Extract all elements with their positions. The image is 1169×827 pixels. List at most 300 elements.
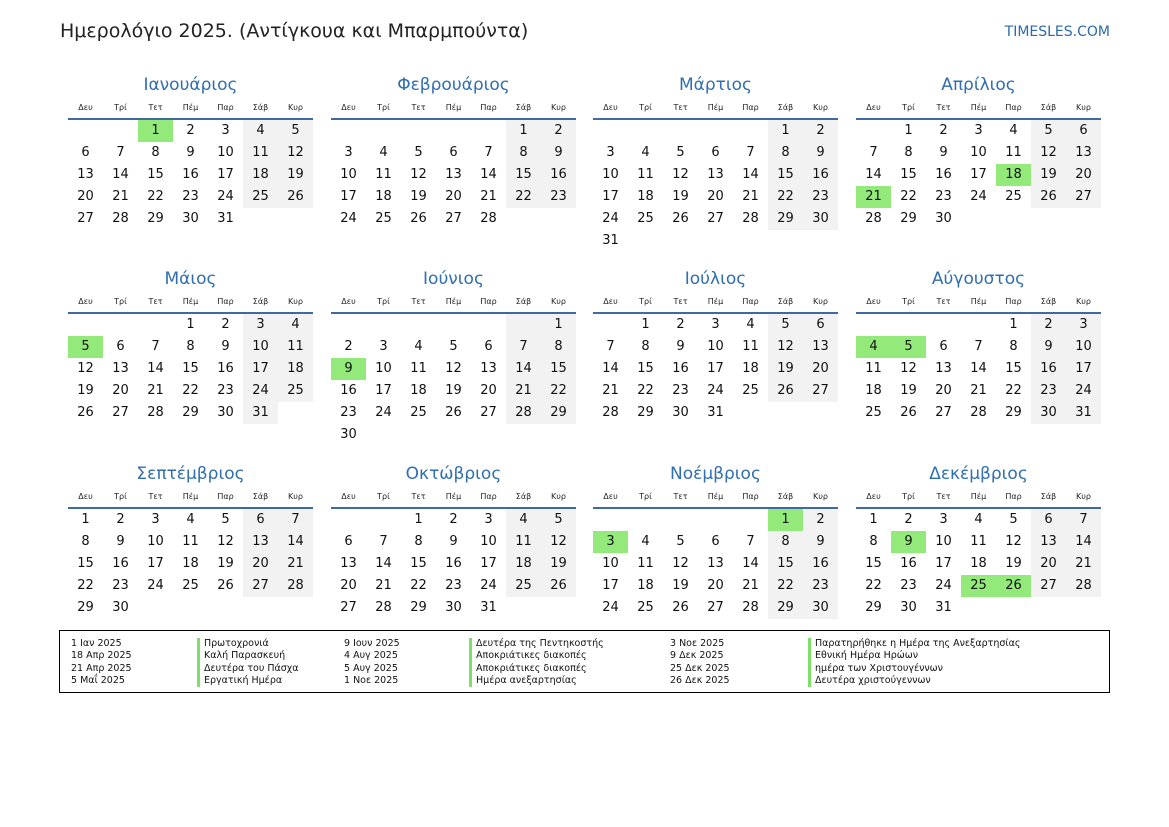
weekday-label: Κυρ	[1076, 103, 1091, 112]
weekday-label: Παρ	[1005, 103, 1022, 112]
month-calendar	[331, 461, 576, 619]
day-cell: 23	[217, 383, 234, 398]
legend-row	[670, 663, 1090, 675]
day-cell: 15	[900, 167, 917, 182]
month-calendar	[593, 72, 838, 252]
day-cell: 8	[186, 339, 195, 354]
days-grid	[593, 509, 838, 619]
day-cell: 7	[606, 339, 615, 354]
day-cell: 10	[147, 534, 164, 549]
day-cell: 18	[865, 383, 882, 398]
weekday-label: Τρί	[639, 103, 652, 112]
day-cell: 14	[112, 167, 129, 182]
site-link[interactable]: TIMESLES.COM	[1004, 24, 1110, 40]
day-cell: 9	[541, 142, 576, 164]
day-cell: 22	[768, 186, 803, 208]
weekday-label: Δευ	[603, 103, 618, 112]
weekday-label: Τρί	[639, 297, 652, 306]
day-cell: 4	[641, 534, 650, 549]
day-cell: 1	[414, 512, 423, 527]
day-cell: 11	[182, 534, 199, 549]
day-cell: 16	[112, 556, 129, 571]
empty-day-cell	[698, 509, 733, 531]
day-cell: 23	[803, 186, 838, 208]
day-cell: 2	[803, 509, 838, 531]
day-cell: 4	[856, 336, 891, 358]
day-cell: 26	[217, 578, 234, 593]
holiday-name: Αποκριάτικες διακοπές	[469, 650, 587, 662]
day-cell: 26	[768, 380, 803, 402]
holiday-date: 18 Απρ 2025	[71, 650, 132, 662]
day-cell: 21	[112, 189, 129, 204]
day-cell: 19	[541, 553, 576, 575]
day-cell: 6	[939, 339, 948, 354]
day-cell: 12	[445, 361, 462, 376]
empty-day-cell	[471, 314, 506, 336]
day-cell: 24	[217, 189, 234, 204]
day-cell: 8	[869, 534, 878, 549]
day-cell: 4	[746, 317, 755, 332]
day-cell: 10	[480, 534, 497, 549]
day-cell: 9	[803, 531, 838, 553]
month-calendar	[856, 72, 1101, 230]
day-cell: 18	[243, 164, 278, 186]
empty-day-cell	[366, 424, 401, 446]
day-cell: 17	[217, 167, 234, 182]
weekday-label: Τρί	[377, 492, 390, 501]
days-grid	[856, 509, 1101, 619]
day-cell: 9	[186, 145, 195, 160]
day-cell: 19	[672, 578, 689, 593]
weekday-label: Σάβ	[252, 297, 269, 306]
day-cell: 29	[900, 211, 917, 226]
day-cell: 8	[414, 534, 423, 549]
day-cell: 22	[637, 383, 654, 398]
holiday-name: Δευτέρα χριστούγεννων	[808, 675, 931, 687]
day-cell: 26	[996, 575, 1031, 597]
day-cell: 2	[904, 512, 913, 527]
day-cell: 18	[637, 578, 654, 593]
empty-day-cell	[366, 120, 401, 142]
day-cell: 27	[1066, 186, 1101, 208]
day-cell: 17	[1066, 358, 1101, 380]
weekday-label: Δευ	[341, 492, 356, 501]
weekday-label: Παρ	[742, 103, 759, 112]
day-cell: 13	[112, 361, 129, 376]
day-cell: 25	[506, 575, 541, 597]
page-title: Ημερολόγιο 2025. (Αντίγκουα και Μπαρμπούντα)	[60, 20, 529, 42]
day-cell: 20	[935, 383, 952, 398]
weekday-label: Τρί	[902, 492, 915, 501]
day-cell: 1	[541, 314, 576, 336]
day-cell: 29	[410, 600, 427, 615]
weekday-label: Παρ	[217, 103, 234, 112]
day-cell: 3	[606, 145, 615, 160]
day-cell: 23	[935, 189, 952, 204]
month-name: Ιούλιος	[684, 269, 747, 289]
weekday-label: Παρ	[217, 297, 234, 306]
weekday-label: Τετ	[411, 492, 426, 501]
day-cell: 27	[707, 211, 724, 226]
day-cell: 23	[541, 186, 576, 208]
weekday-label: Κυρ	[1076, 492, 1091, 501]
weekday-label: Κυρ	[288, 103, 303, 112]
day-cell: 9	[1031, 336, 1066, 358]
weekday-label: Σάβ	[515, 297, 532, 306]
weekday-label: Παρ	[480, 492, 497, 501]
day-cell: 29	[77, 600, 94, 615]
day-cell: 13	[707, 556, 724, 571]
day-cell: 11	[375, 167, 392, 182]
weekday-header	[68, 98, 313, 120]
empty-day-cell	[138, 314, 173, 336]
day-cell: 13	[480, 361, 497, 376]
day-cell: 16	[1031, 358, 1066, 380]
day-cell: 5	[68, 336, 103, 358]
month-name: Μάρτιος	[678, 75, 753, 95]
empty-day-cell	[436, 314, 471, 336]
day-cell: 25	[742, 383, 759, 398]
weekday-label: Σάβ	[777, 492, 794, 501]
day-cell: 8	[768, 142, 803, 164]
day-cell: 26	[445, 405, 462, 420]
day-cell: 28	[1066, 575, 1101, 597]
day-cell: 1	[1009, 317, 1018, 332]
month-name: Ιούνιος	[423, 269, 484, 289]
day-cell: 22	[1005, 383, 1022, 398]
weekday-label: Παρ	[742, 297, 759, 306]
day-cell: 11	[243, 142, 278, 164]
day-cell: 3	[344, 145, 353, 160]
empty-day-cell	[401, 314, 436, 336]
weekday-header	[856, 292, 1101, 314]
day-cell: 14	[278, 531, 313, 553]
day-cell: 12	[77, 361, 94, 376]
days-grid	[331, 120, 576, 230]
day-cell: 5	[541, 509, 576, 531]
weekday-label: Τρί	[114, 297, 127, 306]
weekday-label: Πέμ	[970, 492, 987, 501]
weekday-label: Σάβ	[1040, 297, 1057, 306]
day-cell: 6	[711, 534, 720, 549]
day-cell: 22	[410, 578, 427, 593]
day-cell: 15	[865, 556, 882, 571]
day-cell: 12	[672, 167, 689, 182]
day-cell: 20	[340, 578, 357, 593]
holiday-date: 4 Αυγ 2025	[344, 650, 398, 662]
day-cell: 20	[1066, 164, 1101, 186]
month-calendar	[331, 72, 576, 230]
day-cell: 26	[77, 405, 94, 420]
holiday-date: 1 Νοε 2025	[344, 674, 399, 686]
empty-day-cell	[733, 120, 768, 142]
day-cell: 2	[221, 317, 230, 332]
weekday-label: Δευ	[341, 103, 356, 112]
weekday-label: Δευ	[866, 103, 881, 112]
day-cell: 11	[970, 534, 987, 549]
weekday-header	[331, 292, 576, 314]
weekday-label: Τετ	[673, 103, 688, 112]
days-grid	[856, 120, 1101, 230]
empty-day-cell	[803, 402, 838, 424]
day-cell: 16	[900, 556, 917, 571]
day-cell: 13	[445, 167, 462, 182]
day-cell: 5	[676, 145, 685, 160]
day-cell: 12	[672, 556, 689, 571]
day-cell: 11	[637, 556, 654, 571]
day-cell: 20	[445, 189, 462, 204]
day-cell: 3	[243, 314, 278, 336]
holiday-date: 25 Δεκ 2025	[670, 662, 730, 674]
legend-column	[670, 638, 1090, 687]
day-cell: 9	[803, 142, 838, 164]
weekday-header	[856, 98, 1101, 120]
day-cell: 20	[243, 553, 278, 575]
day-cell: 22	[768, 575, 803, 597]
day-cell: 18	[278, 358, 313, 380]
day-cell: 25	[637, 600, 654, 615]
day-cell: 21	[506, 380, 541, 402]
day-cell: 10	[340, 167, 357, 182]
weekday-label: Παρ	[217, 492, 234, 501]
day-cell: 17	[147, 556, 164, 571]
empty-day-cell	[628, 509, 663, 531]
day-cell: 10	[375, 361, 392, 376]
day-cell: 30	[900, 600, 917, 615]
day-cell: 25	[961, 575, 996, 597]
day-cell: 5	[1031, 120, 1066, 142]
day-cell: 28	[147, 405, 164, 420]
day-cell: 31	[243, 402, 278, 424]
empty-day-cell	[663, 120, 698, 142]
month-name: Απρίλιος	[941, 75, 1016, 95]
day-cell: 5	[449, 339, 458, 354]
day-cell: 21	[742, 189, 759, 204]
day-cell: 16	[803, 164, 838, 186]
month-calendar	[593, 266, 838, 424]
day-cell: 17	[375, 383, 392, 398]
day-cell: 26	[278, 186, 313, 208]
empty-day-cell	[1031, 208, 1066, 230]
day-cell: 17	[935, 556, 952, 571]
day-cell: 5	[891, 336, 926, 358]
day-cell: 24	[970, 189, 987, 204]
day-cell: 29	[541, 402, 576, 424]
day-cell: 28	[506, 402, 541, 424]
day-cell: 5	[221, 512, 230, 527]
day-cell: 18	[996, 164, 1031, 186]
day-cell: 17	[602, 578, 619, 593]
weekday-label: Σάβ	[252, 492, 269, 501]
empty-day-cell	[698, 120, 733, 142]
empty-day-cell	[278, 597, 313, 619]
day-cell: 25	[637, 211, 654, 226]
day-cell: 16	[445, 556, 462, 571]
day-cell: 13	[243, 531, 278, 553]
weekday-label: Σάβ	[777, 297, 794, 306]
holiday-name: Καλή Παρασκευή	[197, 650, 285, 662]
day-cell: 20	[707, 189, 724, 204]
month-name: Σεπτέμβριος	[136, 464, 245, 484]
day-cell: 2	[1031, 314, 1066, 336]
day-cell: 27	[480, 405, 497, 420]
day-cell: 6	[116, 339, 125, 354]
day-cell: 17	[340, 189, 357, 204]
day-cell: 28	[112, 211, 129, 226]
month-calendar	[68, 72, 313, 230]
day-cell: 15	[637, 361, 654, 376]
empty-day-cell	[733, 230, 768, 252]
day-cell: 13	[340, 556, 357, 571]
day-cell: 30	[340, 427, 357, 442]
day-cell: 28	[375, 600, 392, 615]
day-cell: 16	[541, 164, 576, 186]
day-cell: 3	[939, 512, 948, 527]
day-cell: 29	[147, 211, 164, 226]
day-cell: 24	[707, 383, 724, 398]
day-cell: 10	[970, 145, 987, 160]
day-cell: 18	[410, 383, 427, 398]
weekday-label: Τρί	[377, 297, 390, 306]
day-cell: 29	[768, 597, 803, 619]
day-cell: 9	[676, 339, 685, 354]
day-cell: 23	[445, 578, 462, 593]
day-cell: 4	[1009, 123, 1018, 138]
weekday-label: Πέμ	[445, 103, 462, 112]
day-cell: 11	[742, 339, 759, 354]
day-cell: 27	[445, 211, 462, 226]
day-cell: 24	[480, 578, 497, 593]
empty-day-cell	[278, 208, 313, 230]
day-cell: 24	[147, 578, 164, 593]
day-cell: 20	[803, 358, 838, 380]
empty-day-cell	[961, 597, 996, 619]
month-calendar	[68, 461, 313, 619]
weekday-label: Κυρ	[813, 492, 828, 501]
day-cell: 20	[480, 383, 497, 398]
day-cell: 13	[707, 167, 724, 182]
day-cell: 6	[449, 145, 458, 160]
weekday-label: Δευ	[78, 103, 93, 112]
day-cell: 9	[939, 145, 948, 160]
day-cell: 22	[182, 383, 199, 398]
month-calendar	[331, 266, 576, 446]
empty-day-cell	[68, 120, 103, 142]
day-cell: 1	[768, 120, 803, 142]
day-cell: 20	[112, 383, 129, 398]
day-cell: 4	[186, 512, 195, 527]
day-cell: 23	[1031, 380, 1066, 402]
day-cell: 24	[602, 211, 619, 226]
empty-day-cell	[891, 314, 926, 336]
day-cell: 1	[186, 317, 195, 332]
weekday-label: Δευ	[78, 492, 93, 501]
day-cell: 22	[865, 578, 882, 593]
day-cell: 24	[243, 380, 278, 402]
weekday-header	[68, 292, 313, 314]
weekday-header	[593, 292, 838, 314]
day-cell: 24	[602, 600, 619, 615]
empty-day-cell	[1066, 208, 1101, 230]
weekday-label: Δευ	[603, 297, 618, 306]
day-cell: 29	[182, 405, 199, 420]
day-cell: 8	[81, 534, 90, 549]
day-cell: 28	[602, 405, 619, 420]
day-cell: 5	[414, 145, 423, 160]
weekday-label: Τρί	[114, 103, 127, 112]
day-cell: 13	[77, 167, 94, 182]
holiday-date: 9 Ιουν 2025	[344, 638, 400, 649]
day-cell: 22	[77, 578, 94, 593]
empty-day-cell	[541, 424, 576, 446]
day-cell: 21	[480, 189, 497, 204]
day-cell: 27	[340, 600, 357, 615]
holiday-name: Παρατηρήθηκε η Ημέρα της Ανεξαρτησίας	[808, 638, 1020, 650]
day-cell: 5	[278, 120, 313, 142]
empty-day-cell	[278, 402, 313, 424]
day-cell: 15	[182, 361, 199, 376]
day-cell: 12	[1005, 534, 1022, 549]
month-name: Οκτώβριος	[405, 464, 502, 484]
day-cell: 12	[900, 361, 917, 376]
day-cell: 31	[935, 600, 952, 615]
day-cell: 30	[672, 405, 689, 420]
day-cell: 1	[81, 512, 90, 527]
day-cell: 9	[331, 358, 366, 380]
day-cell: 10	[1066, 336, 1101, 358]
month-calendar	[68, 266, 313, 424]
days-grid	[331, 314, 576, 446]
empty-day-cell	[926, 314, 961, 336]
day-cell: 31	[602, 233, 619, 248]
day-cell: 13	[1031, 531, 1066, 553]
day-cell: 15	[541, 358, 576, 380]
day-cell: 23	[900, 578, 917, 593]
day-cell: 19	[1005, 556, 1022, 571]
day-cell: 2	[676, 317, 685, 332]
day-cell: 8	[768, 531, 803, 553]
day-cell: 4	[974, 512, 983, 527]
day-cell: 23	[182, 189, 199, 204]
empty-day-cell	[961, 314, 996, 336]
day-cell: 8	[506, 142, 541, 164]
empty-day-cell	[401, 120, 436, 142]
day-cell: 1	[904, 123, 913, 138]
weekday-label: Κυρ	[551, 103, 566, 112]
day-cell: 12	[541, 531, 576, 553]
day-cell: 7	[506, 336, 541, 358]
weekday-label: Τετ	[673, 492, 688, 501]
month-name: Δεκέμβριος	[929, 464, 1028, 484]
holiday-name: Ημέρα ανεξαρτησίας	[469, 675, 577, 687]
day-cell: 3	[221, 123, 230, 138]
holiday-legend	[59, 630, 1110, 693]
weekday-header	[593, 98, 838, 120]
day-cell: 19	[278, 164, 313, 186]
weekday-label: Σάβ	[252, 103, 269, 112]
day-cell: 14	[742, 556, 759, 571]
day-cell: 2	[186, 123, 195, 138]
day-cell: 8	[641, 339, 650, 354]
weekday-label: Σάβ	[515, 492, 532, 501]
day-cell: 15	[77, 556, 94, 571]
day-cell: 14	[506, 358, 541, 380]
day-cell: 28	[278, 575, 313, 597]
day-cell: 3	[593, 531, 628, 553]
day-cell: 13	[803, 336, 838, 358]
day-cell: 21	[278, 553, 313, 575]
day-cell: 14	[147, 361, 164, 376]
